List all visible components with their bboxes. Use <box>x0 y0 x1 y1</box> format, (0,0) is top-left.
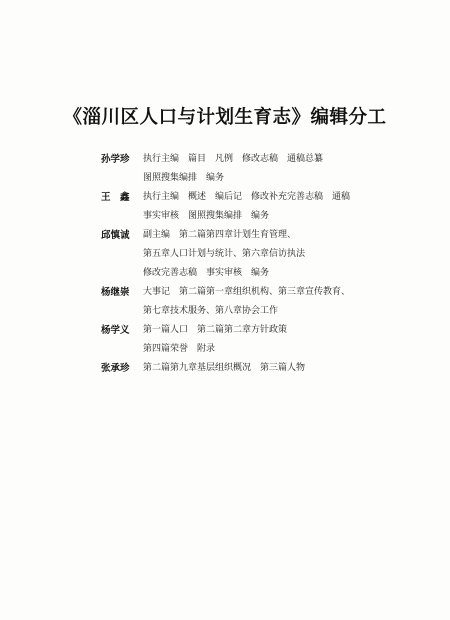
editor-duties <box>143 359 421 378</box>
duty-line: 副主编 第二篇第四章计划生育管理、 <box>143 230 297 240</box>
editor-name: 杨继崇 <box>101 287 130 298</box>
duty-line: 图照搜集编排 编务 <box>143 173 225 183</box>
editor-name: 王 鑫 <box>101 192 130 203</box>
editor-duties <box>143 321 421 359</box>
duty-line: 事实审核 图照搜集编排 编务 <box>143 211 270 221</box>
editor-duties <box>143 188 421 226</box>
editor-name: 张承珍 <box>101 363 130 374</box>
duty-line: 第四篇荣誉 附录 <box>143 344 216 354</box>
editor-entry <box>101 283 421 321</box>
page-title: 《淄川区人口与计划生育志》编辑分工 <box>63 107 387 128</box>
editor-name: 邱慎诚 <box>101 230 130 241</box>
editor-entry <box>101 188 421 226</box>
editor-entry <box>101 150 421 188</box>
duty-line: 第五章人口计划与统计、第六章信访执法 <box>143 249 306 259</box>
editor-name: 杨学义 <box>101 325 130 336</box>
duty-line: 第七章技术服务、第八章协会工作 <box>143 306 279 316</box>
duty-line: 大事记 第二篇第一章组织机构、第三章宣传教育、 <box>143 287 351 297</box>
duty-line: 执行主编 概述 编后记 修改补充完善志稿 通稿 <box>143 192 351 202</box>
editor-name: 孙学珍 <box>101 154 130 165</box>
editor-entry <box>101 226 421 283</box>
duty-line: 第一篇人口 第二篇第二章方针政策 <box>143 325 288 335</box>
duty-line: 执行主编 篇目 凡例 修改志稿 通稿总纂 <box>143 154 324 164</box>
duty-line: 第二篇第九章基层组织概况 第三篇人物 <box>143 363 306 373</box>
editor-duties <box>143 150 421 188</box>
editor-duties <box>143 283 421 321</box>
duty-line: 修改完善志稿 事实审核 编务 <box>143 268 270 278</box>
editor-entry <box>101 321 421 359</box>
editor-list <box>101 150 421 378</box>
editor-entry <box>101 359 421 378</box>
editor-duties <box>143 226 421 283</box>
